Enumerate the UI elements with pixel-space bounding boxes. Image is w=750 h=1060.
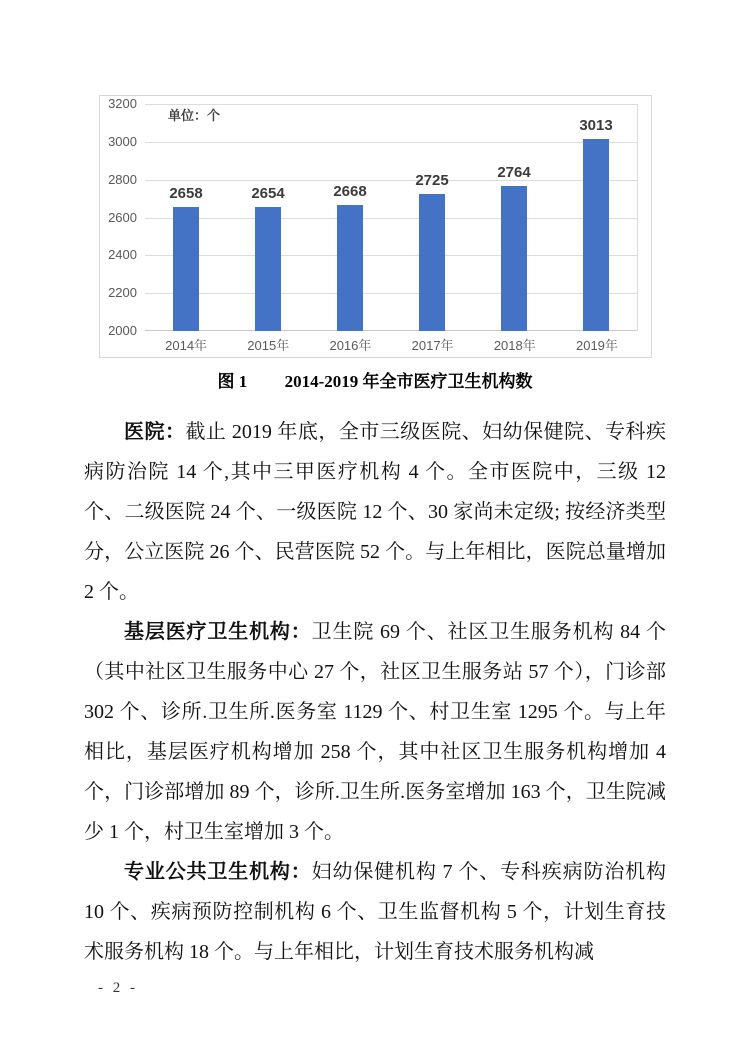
bar-slot: [145, 104, 227, 331]
x-tick-label: 2019年: [575, 338, 618, 353]
page-number: - 2 -: [98, 980, 138, 996]
bar-slot: [391, 104, 473, 331]
plot-area: [145, 104, 638, 331]
bar: [337, 205, 363, 331]
bar-slot: [227, 104, 309, 331]
y-tick-label: 2600: [108, 209, 137, 225]
y-tick-label: 2200: [108, 285, 137, 301]
x-tick-label: 2015年: [247, 338, 290, 353]
paragraph-primary-care: [84, 612, 666, 852]
bar: [255, 207, 281, 331]
bar-value-label: 2725: [415, 171, 449, 189]
chart-unit-label: 单位：个: [168, 108, 221, 123]
bar-value-label: 2764: [497, 164, 531, 182]
x-tick-label: 2017年: [411, 338, 454, 353]
y-tick-label: 2000: [108, 323, 137, 338]
bar-slot: [309, 104, 391, 331]
y-tick-label: 2800: [108, 171, 137, 187]
paragraph-lead: 专业公共卫生机构：: [124, 861, 312, 883]
paragraph-hospitals: [84, 412, 666, 612]
bar-value-label: 2654: [251, 185, 285, 203]
x-tick-label: 2014年: [165, 338, 208, 353]
bar: [583, 139, 609, 331]
bar-value-label: 2658: [169, 184, 203, 202]
figure-caption: [0, 367, 750, 392]
bar-value-label: 2668: [333, 182, 367, 200]
paragraph-body: 截止 2019 年底，全市三级医院、妇幼保健院、专科疾病防治院 14 个,其中三甲医疗机构 4 个。全市医院中，三级 12 个、二级医院 24 个、一级医院 12 个、30 家尚未定级; 按经济类型分，公立医院 26 个、民营医院 52 个。与上年相比，医院总量增加 2 个。: [84, 421, 667, 603]
body-text: [84, 412, 666, 972]
y-tick-label: 2400: [108, 247, 137, 263]
bars-row: [145, 104, 637, 331]
x-tick-label: 2018年: [493, 338, 536, 353]
paragraph-lead: 医院：: [124, 421, 186, 443]
bar-slot: [555, 104, 637, 331]
bar-chart: [99, 95, 652, 358]
figure-title: 2014-2019 年全市医疗卫生机构数: [284, 372, 533, 391]
paragraph-lead: 基层医疗卫生机构：: [124, 621, 312, 643]
y-tick-label: 3000: [108, 133, 137, 149]
paragraph-body: 妇幼保健机构 7 个、专科疾病防治机构 10 个、疾病预防控制机构 6 个、卫生监督机构 5 个，计划生育技术服务机构 18 个。与上年相比，计划生育技术服务机构减: [84, 861, 667, 963]
y-tick-label: 3200: [108, 96, 137, 111]
bar: [501, 186, 527, 331]
chart-x-axis: [145, 335, 638, 354]
bar: [173, 207, 199, 331]
bar-value-label: 3013: [579, 117, 613, 135]
paragraph-public-health: [84, 852, 666, 972]
chart-y-axis: [100, 96, 140, 338]
paragraph-body: 卫生院 69 个、社区卫生服务机构 84 个（其中社区卫生服务中心 27 个，社区卫生服务站 57 个），门诊部 302 个、诊所.卫生所.医务室 1129 个、村卫生室 1295 个。与上年相比，基层医疗机构增加 258 个，其中社区卫生服务机构增加 4 个，门诊部增加 89 个，诊所.卫生所.医务室增加 163 个，卫生院减少 1 个，村卫生室增加 3 个。: [84, 621, 667, 843]
bar: [419, 194, 445, 331]
x-tick-label: 2016年: [329, 338, 372, 353]
bar-slot: [473, 104, 555, 331]
figure-label: 图 1: [217, 372, 248, 391]
